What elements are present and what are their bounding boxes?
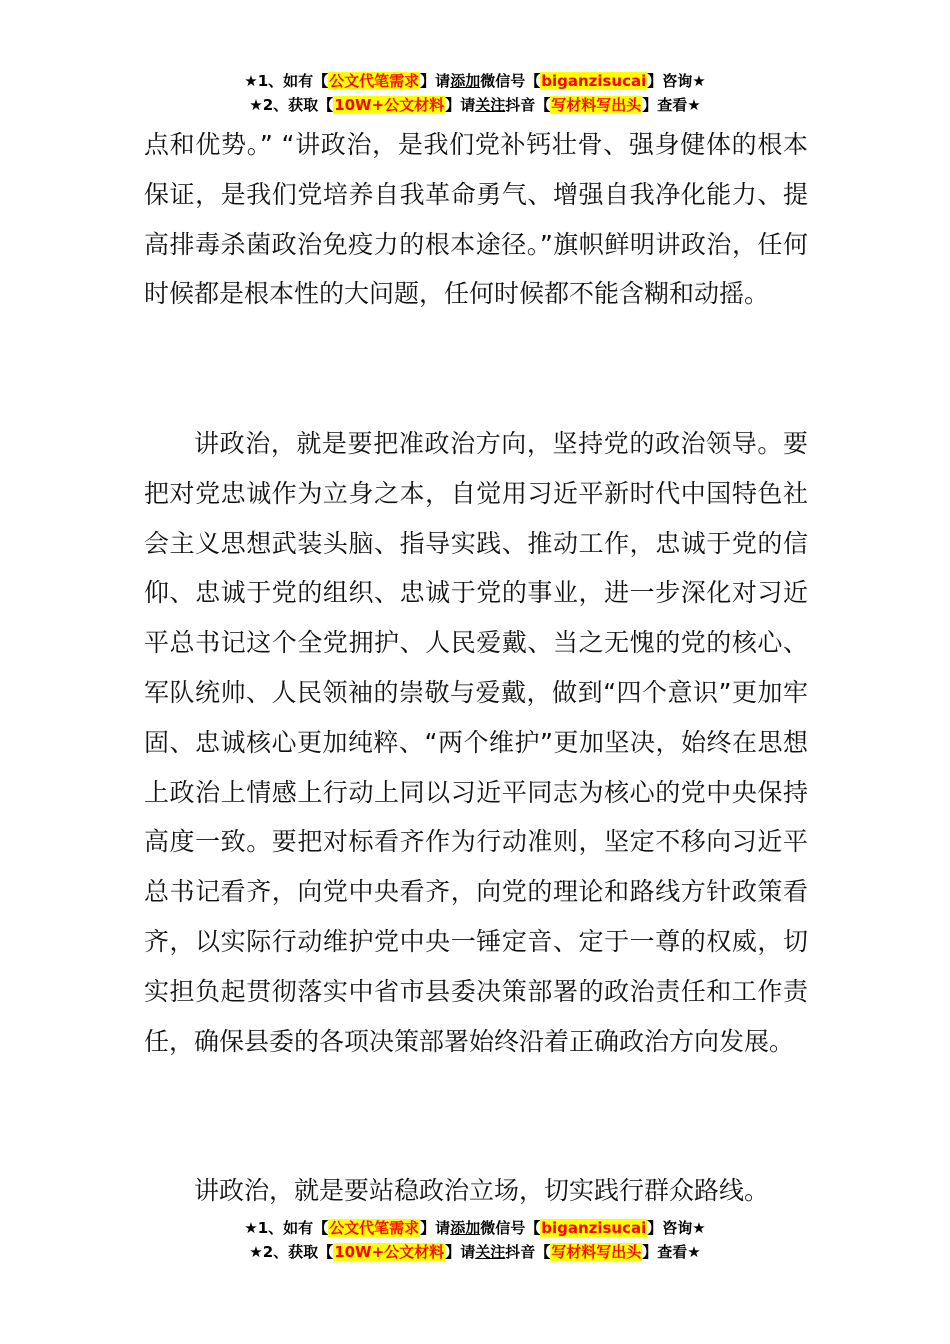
banner-text: 微信号【 xyxy=(480,1219,541,1237)
banner-text: 】查看★ xyxy=(642,1243,701,1261)
banner-text: 抖音【 xyxy=(505,96,551,114)
body-paragraph-2: 讲政治，就是要把准政治方向，坚持党的政治领导。要把对党忠诚作为立身之本，自觉用习近平新时代中国特色社会主义思想武装头脑、指导实践、推动工作，忠诚于党的信仰、忠诚于党的组织、忠诚于党的事业，进一步深化对习近平总书记这个全党拥护、人民爱戴、当之无愧的党的核心、军队统帅、人民领袖的崇敬与爱戴，做到“四个意识”更加牢固、忠诚核心更加纯粹、“两个维护”更加坚决，始终在思想上政治上情感上行动上同以习近平同志为核心的党中央保持高度一致。要把对标看齐作为行动准则，坚定不移向习近平总书记看齐，向党中央看齐，向党的理论和路线方针政策看齐，以实际行动维护党中央一锤定音、定于一尊的权威，切实担负起贯彻落实中省市县委决策部署的政治责任和工作责任，确保县委的各项决策部署始终沿着正确政治方向发展。 xyxy=(144,429,808,1056)
banner-underline: 关注 xyxy=(475,96,506,114)
banner-text: ★1、如有【 xyxy=(244,72,329,90)
banner-text: 】查看★ xyxy=(642,96,701,114)
banner-text: 】咨询★ xyxy=(647,1219,706,1237)
header-banner xyxy=(0,69,950,117)
body-paragraph-2-block xyxy=(144,419,808,1066)
banner-highlight: 公文代笔需求 xyxy=(329,72,420,90)
banner-text: ★2、获取【 xyxy=(249,1243,334,1261)
banner-text: 抖音【 xyxy=(505,1243,551,1261)
footer-banner xyxy=(0,1216,950,1264)
banner-text: ★1、如有【 xyxy=(244,1219,329,1237)
banner-underline: 添加 xyxy=(450,72,481,90)
banner-line-2 xyxy=(0,93,950,117)
banner-line-1 xyxy=(0,69,950,93)
banner-text: 】请 xyxy=(420,72,451,90)
body-paragraph-1-block xyxy=(144,120,808,319)
banner-text: 】请 xyxy=(420,1219,451,1237)
banner-highlight: 10W+公文材料 xyxy=(334,96,445,114)
banner-highlight: 公文代笔需求 xyxy=(329,1219,420,1237)
banner-highlight: 10W+公文材料 xyxy=(334,1243,445,1261)
body-paragraph-3-block xyxy=(144,1166,808,1216)
banner-text: ★2、获取【 xyxy=(249,96,334,114)
banner-underline: 添加 xyxy=(450,1219,481,1237)
banner-line-1 xyxy=(0,1216,950,1240)
body-paragraph-1: 点和优势。” “讲政治，是我们党补钙壮骨、强身健体的根本保证，是我们党培养自我革命勇气、增强自我净化能力、提高排毒杀菌政治免疫力的根本途径。”旗帜鲜明讲政治，任何时候都是根本性的大问题，任何时候都不能含糊和动摇。 xyxy=(144,130,808,309)
banner-text: 】咨询★ xyxy=(647,72,706,90)
banner-highlight: 写材料写出头 xyxy=(551,1243,642,1261)
body-paragraph-3: 讲政治，就是要站稳政治立场，切实践行群众路线。 xyxy=(194,1176,770,1205)
banner-highlight: biganzisucai xyxy=(541,1219,647,1237)
banner-underline: 关注 xyxy=(475,1243,506,1261)
banner-text: 】请 xyxy=(445,1243,476,1261)
banner-text: 】请 xyxy=(445,96,476,114)
banner-line-2 xyxy=(0,1240,950,1264)
banner-text: 微信号【 xyxy=(480,72,541,90)
banner-highlight: biganzisucai xyxy=(541,72,647,90)
banner-highlight: 写材料写出头 xyxy=(551,96,642,114)
